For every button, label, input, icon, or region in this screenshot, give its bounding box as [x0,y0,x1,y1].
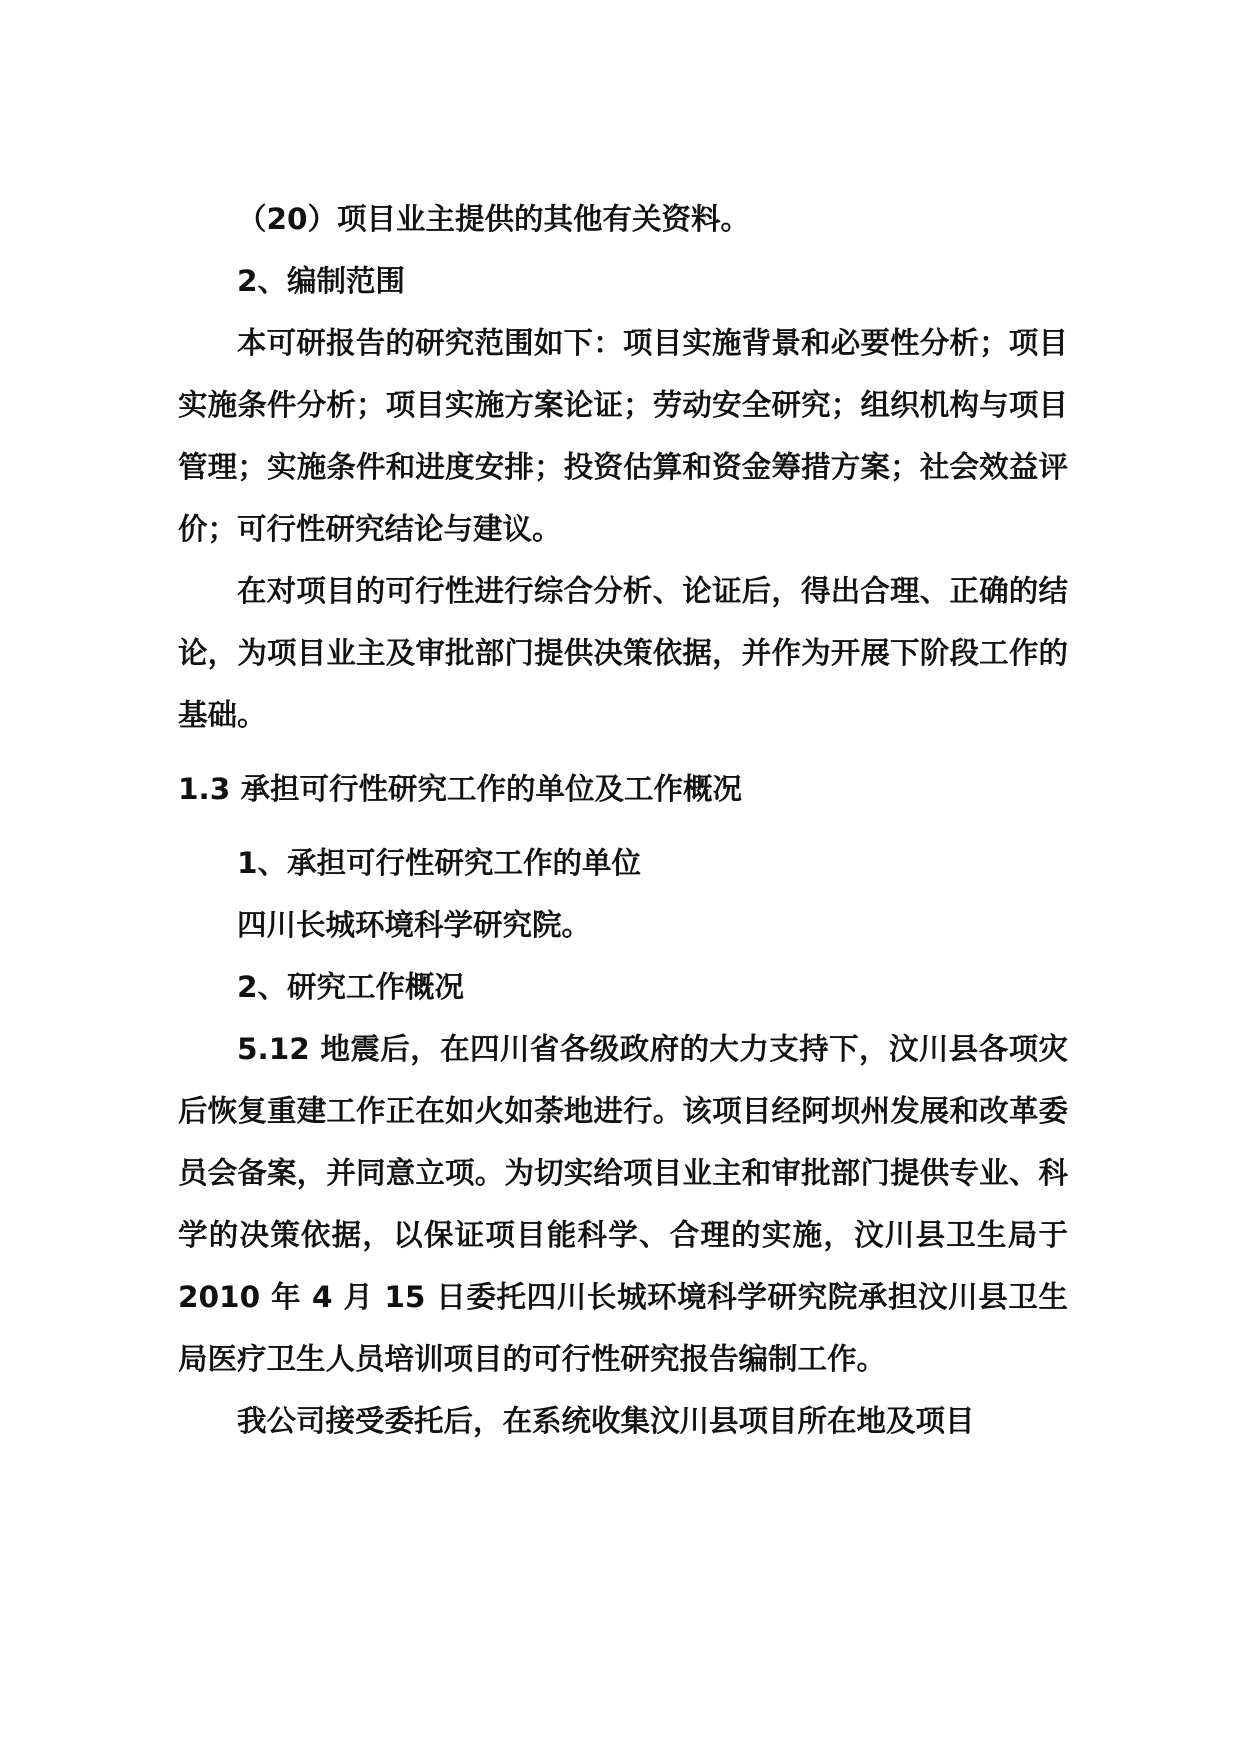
reference-item-20: （20）项目业主提供的其他有关资料。 [237,202,751,236]
paragraph-accept-commission: 我公司接受委托后，在系统收集汶川县项目所在地及项目 [237,1404,975,1438]
paragraph-research-scope: 本可研报告的研究范围如下：项目实施背景和必要性分析；项目实施条件分析；项目实施方案论证；劳动安全研究；组织机构与项目管理；实施条件和进度安排；投资估算和资金筹措方案；社会效益评价；可行性研究结论与建议。 [178,326,1068,546]
paragraph-conclusion: 在对项目的可行性进行综合分析、论证后，得出合理、正确的结论，为项目业主及审批部门提供决策依据，并作为开展下阶段工作的基础。 [178,574,1068,732]
subheading-work-overview: 2、研究工作概况 [237,970,465,1004]
document-body [178,188,1068,1452]
section-heading-1-3: 1.3 承担可行性研究工作的单位及工作概况 [178,772,743,806]
subheading-research-unit: 1、承担可行性研究工作的单位 [237,846,642,880]
subheading-compilation-scope: 2、编制范围 [237,264,406,298]
paragraph-unit-name: 四川长城环境科学研究院。 [237,908,592,942]
paragraph-work-overview: 5.12 地震后，在四川省各级政府的大力支持下，汶川县各项灾后恢复重建工作正在如火如荼地进行。该项目经阿坝州发展和改革委员会备案，并同意立项。为切实给项目业主和审批部门提供专业、科学的决策依据，以保证项目能科学、合理的实施，汶川县卫生局于 2010 年 4 月 15 日委托四川长城环境科学研究院承担汶川县卫生局医疗卫生人员培训项目的可行性研究报告编制工作。 [178,1032,1068,1376]
